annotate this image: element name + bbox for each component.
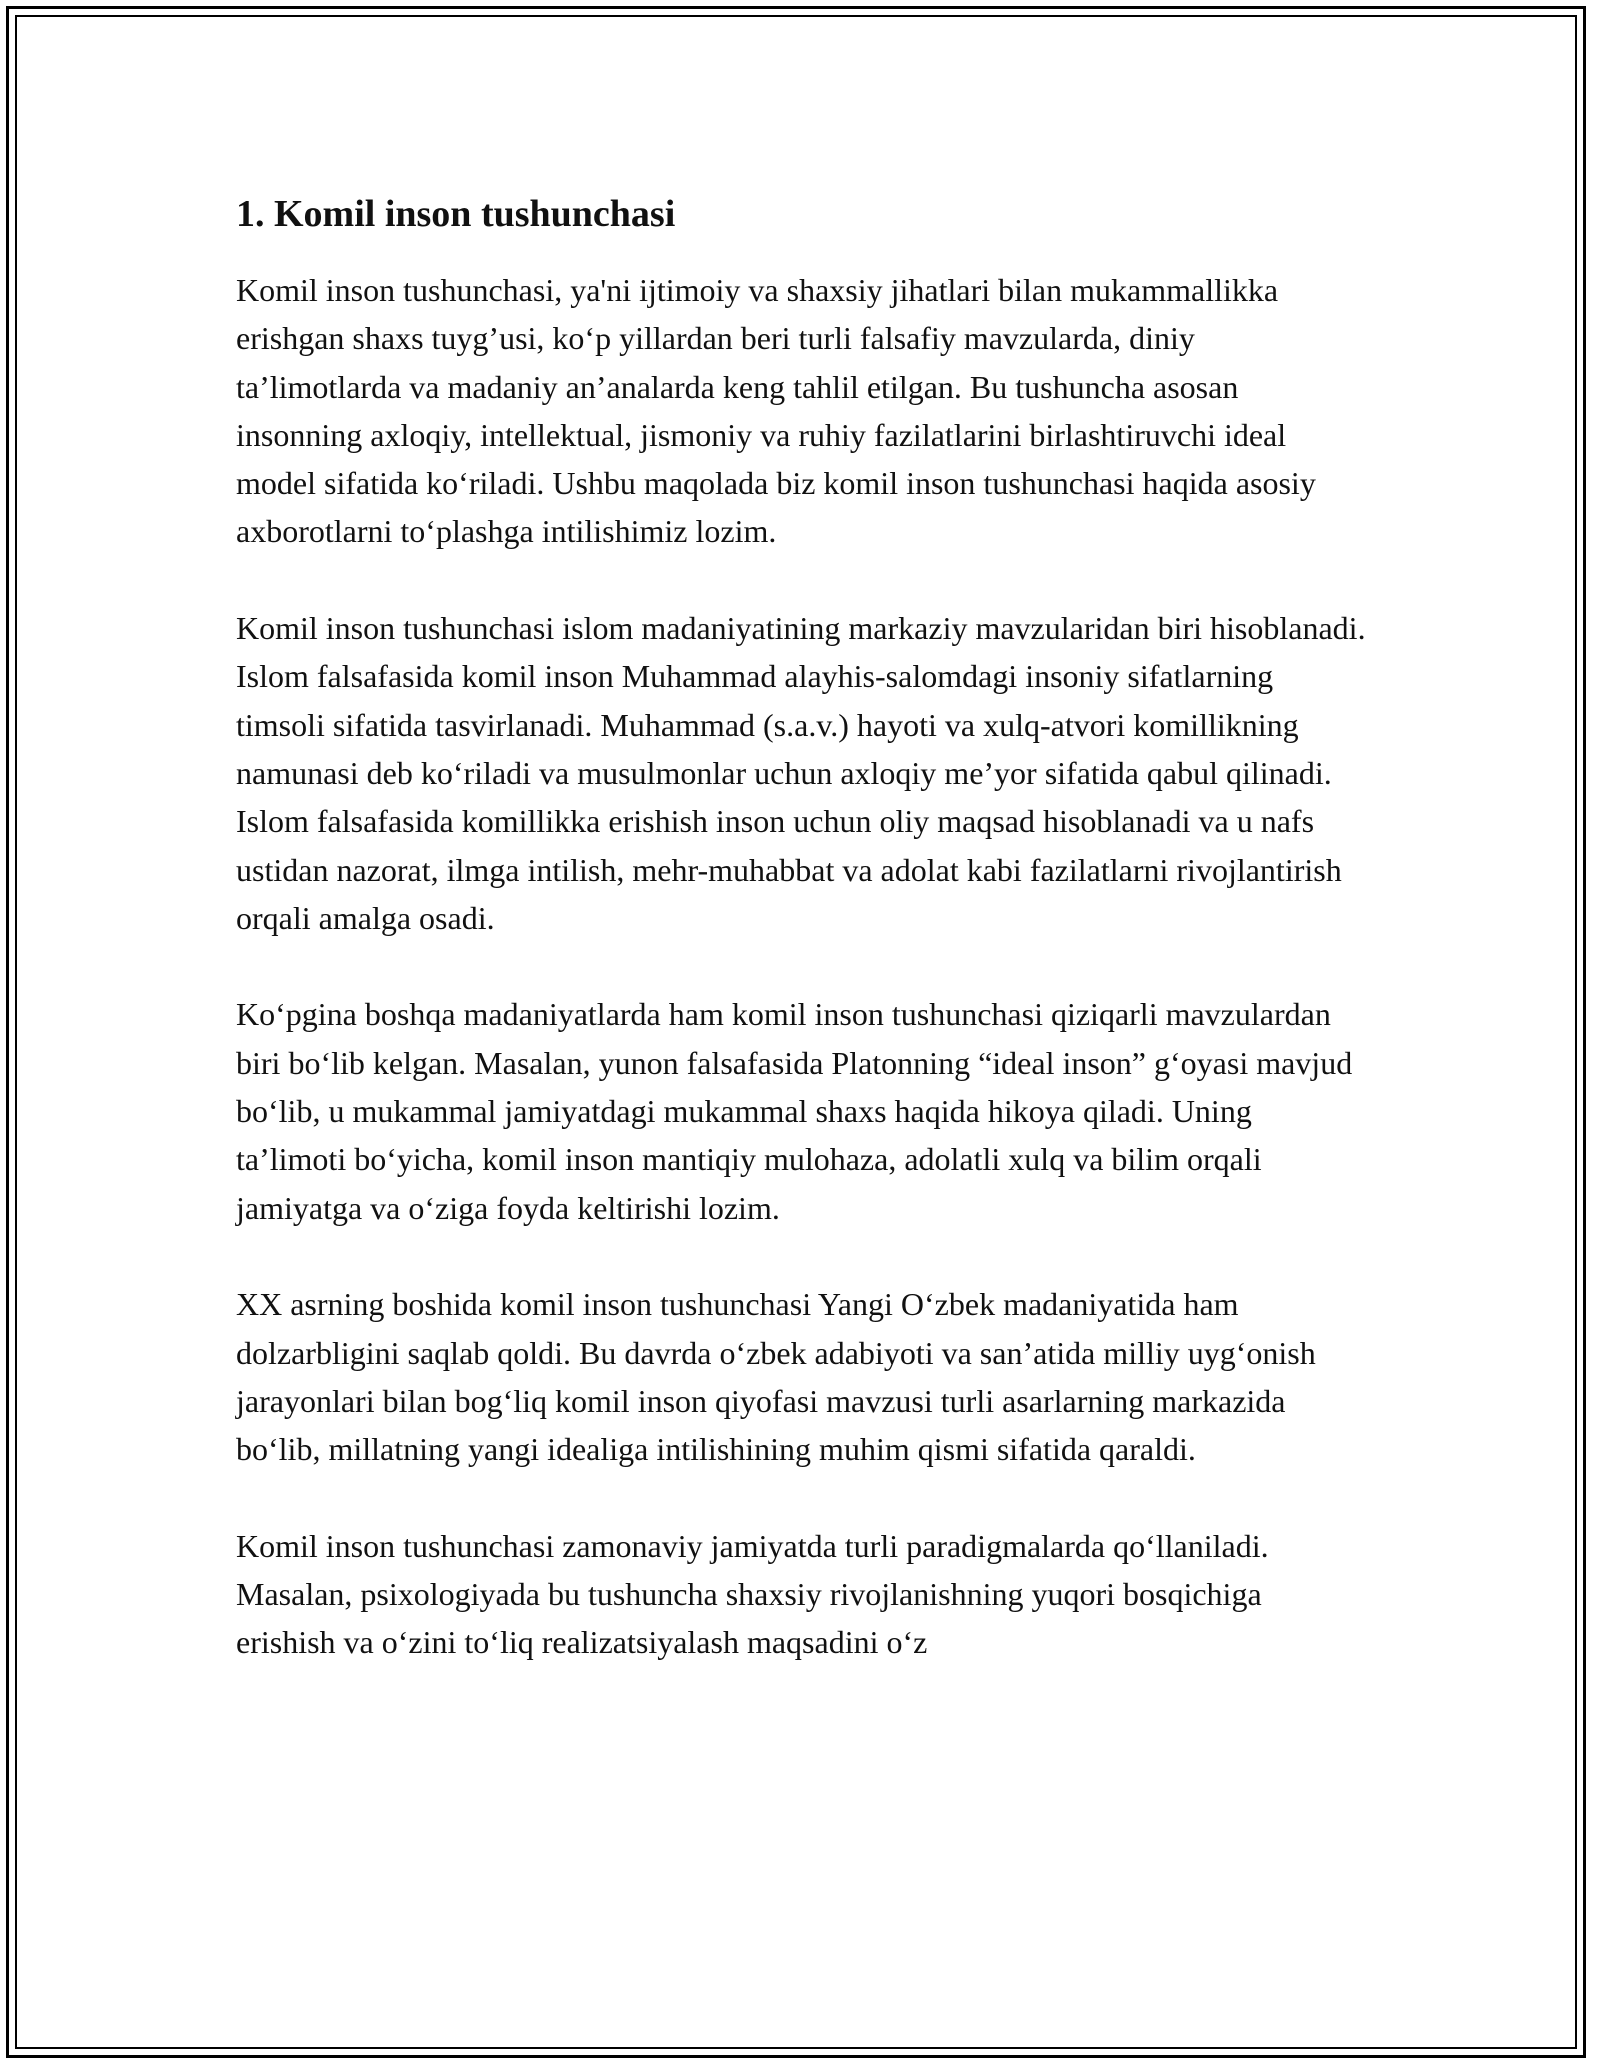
document-body xyxy=(236,186,1366,1715)
paragraph-5: Komil inson tushunchasi zamonaviy jamiyatda turli paradigmalarda qo‘llaniladi. Masalan, psixologiyada bu tushuncha shaxsiy rivojlanishning yuqori bosqichiga erishish va o‘zini to‘liq realizatsiyalash maqsadini o‘z xyxy=(236,1527,1269,1661)
paragraph-3: Ko‘pgina boshqa madaniyatlarda ham komil inson tushunchasi qiziqarli mavzulardan biri bo‘lib kelgan. Masalan, yunon falsafasida Platonning “ideal inson” g‘oyasi mavjud bo‘lib, u mukammal jamiyatdagi mukammal shaxs haqida hikoya qiladi. Uning ta’limoti bo‘yicha, komil inson mantiqiy mulohaza, adolatli xulq va bilim orqali jamiyatga va o‘ziga foyda keltirishi lozim. xyxy=(236,996,1353,1226)
section-heading: 1. Komil inson tushunchasi xyxy=(236,193,676,235)
paragraph-4: XX asrning boshida komil inson tushunchasi Yangi O‘zbek madaniyatida ham dolzarbligini saqlab qoldi. Bu davrda o‘zbek adabiyoti va san’atida milliy uyg‘onish jarayonlari bilan bog‘liq komil inson qiyofasi mavzusi turli asarlarning markazida bo‘lib, millatning yangi idealiga intilishining muhim qismi sifatida qaraldi. xyxy=(236,1286,1316,1468)
paragraph-1: Komil inson tushunchasi, ya'ni ijtimoiy va shaxsiy jihatlari bilan mukammallikka erishgan shaxs tuyg’usi, ko‘p yillardan beri turli falsafiy mavzularda, diniy ta’limotlarda va madaniy an’analarda keng tahlil etilgan. Bu tushuncha asosan insonning axloqiy, intellektual, jismoniy va ruhiy fazilatlarini birlashtiruvchi ideal model sifatida ko‘riladi. Ushbu maqolada biz komil inson tushunchasi haqida asosiy axborotlarni to‘plashga intilishimiz lozim. xyxy=(236,272,1316,550)
paragraph-2: Komil inson tushunchasi islom madaniyatining markaziy mavzularidan biri hisoblanadi. Islom falsafasida komil inson Muhammad alayhis-salomdagi insoniy sifatlarning timsoli sifatida tasvirlanadi. Muhammad (s.a.v.) hayoti va xulq-atvori komillikning namunasi deb ko‘riladi va musulmonlar uchun axloqiy me’yor sifatida qabul qilinadi. Islom falsafasida komillikka erishish inson uchun oliy maqsad hisoblanadi va u nafs ustidan nazorat, ilmga intilish, mehr-muhabbat va adolat kabi fazilatlarni rivojlantirish orqali amalga osadi. xyxy=(236,610,1366,936)
